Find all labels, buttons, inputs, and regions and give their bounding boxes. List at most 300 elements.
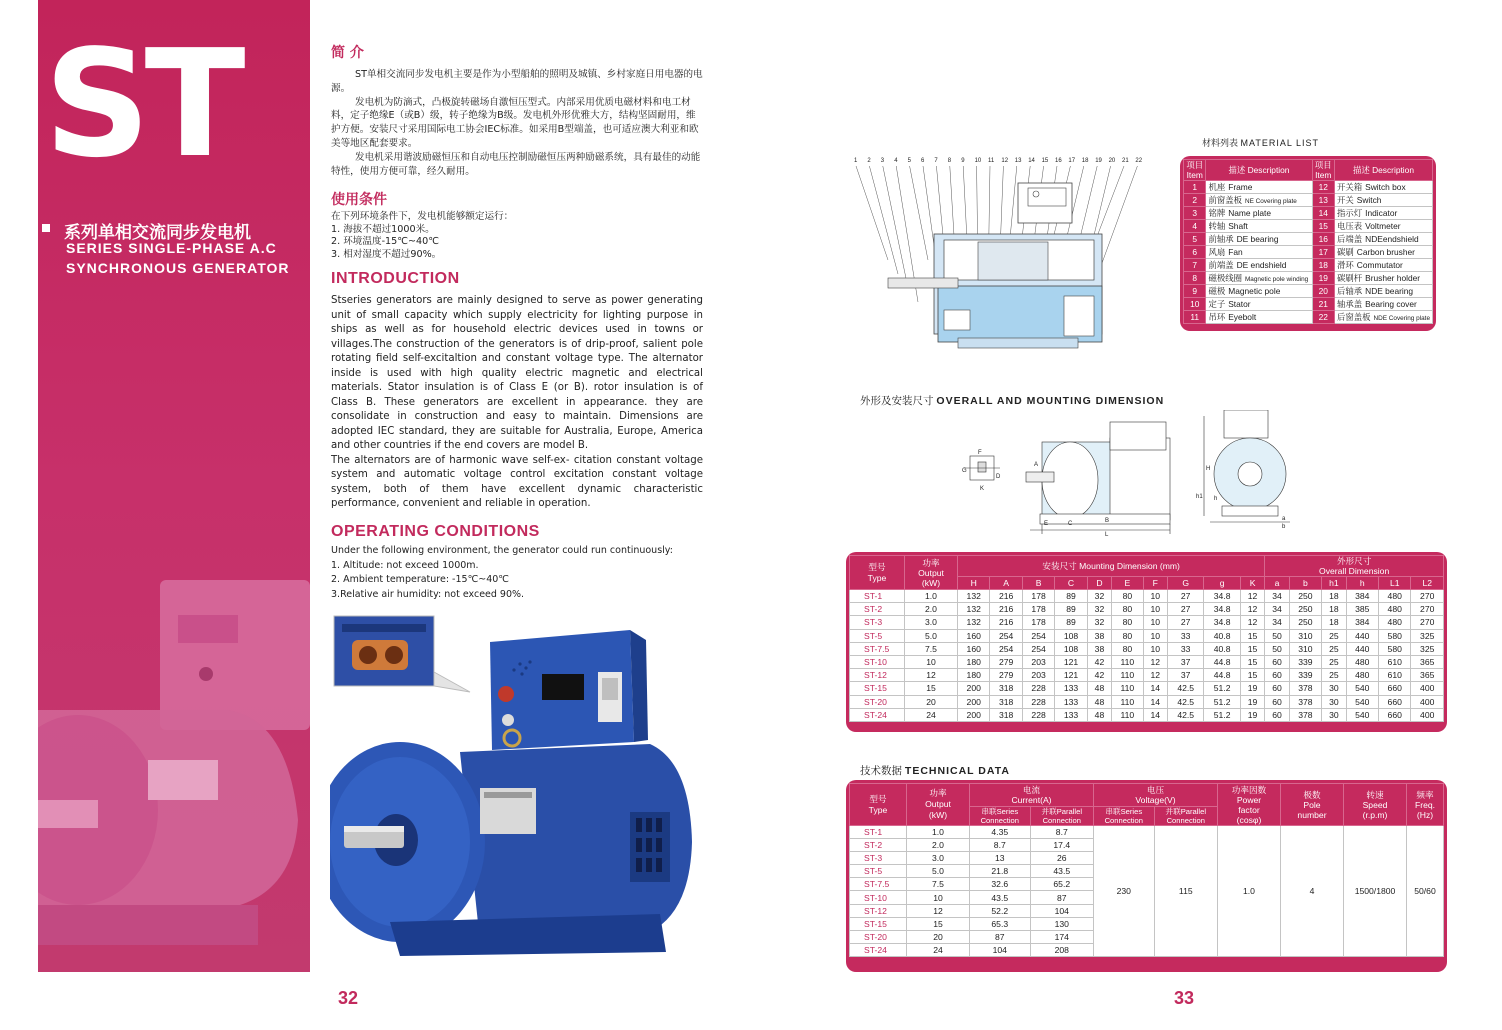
material-item-description: [1206, 285, 1312, 298]
material-list-title: [1202, 136, 1319, 149]
dim-label-h1: h1: [1196, 494, 1203, 500]
tech-cell-value: 17.4: [1030, 839, 1093, 852]
dim-cell-value: 254: [1022, 629, 1054, 642]
dim-cell-value: 19: [1240, 708, 1264, 721]
tech-head-speed: 转速 Speed (r.p.m): [1344, 784, 1407, 826]
dimension-title-cn: 外形及安装尺寸: [860, 395, 934, 407]
dim-cell-value: 660: [1379, 695, 1411, 708]
dim-cell-value: 33: [1167, 642, 1203, 655]
operating-conditions-heading: OPERATING CONDITIONS: [331, 523, 540, 540]
dimension-title: [860, 393, 1164, 408]
tech-head-series-voltage: 串联Series Connection: [1094, 807, 1155, 826]
dim-cell-value: 27: [1167, 603, 1203, 616]
dim-cell-value: 40.8: [1204, 642, 1240, 655]
technical-table: [849, 783, 1444, 957]
dim-cell-value: 60: [1265, 669, 1289, 682]
dim-cell-value: 18: [1322, 590, 1346, 603]
dim-cell-value: 3.0: [905, 616, 958, 629]
dim-cell-value: 480: [1346, 655, 1378, 668]
dim-cell-value: 178: [1022, 590, 1054, 603]
diagram-part-number: 18: [1081, 158, 1089, 164]
material-item-description: [1206, 272, 1312, 285]
material-name-cn: 磁极线圈: [1208, 273, 1242, 283]
dim-label-g: G: [962, 468, 967, 474]
dim-head-output: 功率 Output (kW): [905, 556, 958, 590]
dim-cell-value: 270: [1411, 616, 1444, 629]
diagram-part-number: 17: [1068, 158, 1076, 164]
dim-cell-value: 20: [905, 695, 958, 708]
material-item-number: 16: [1312, 233, 1335, 246]
dim-cell-value: 89: [1055, 603, 1087, 616]
dim-cell-value: 310: [1289, 629, 1321, 642]
material-row: [1184, 207, 1433, 220]
dim-cell-value: 25: [1322, 669, 1346, 682]
material-name-en: Switch: [1356, 195, 1382, 205]
tech-cell-type: ST-12: [850, 904, 907, 917]
dim-cell-value: 38: [1087, 642, 1111, 655]
dim-cell-value: 40.8: [1204, 629, 1240, 642]
material-item-description: [1206, 194, 1312, 207]
dim-cell-value: 15: [1240, 642, 1264, 655]
tech-cell-value: 52.2: [970, 904, 1031, 917]
introduction-heading: INTRODUCTION: [331, 270, 460, 287]
dim-cell-value: 60: [1265, 682, 1289, 695]
dim-cell-value: 132: [958, 590, 990, 603]
material-item-number: 15: [1312, 220, 1335, 233]
material-name-cn: 开关: [1337, 195, 1354, 205]
material-name-cn: 前轴承: [1208, 234, 1234, 244]
dim-cell-value: 216: [990, 590, 1022, 603]
dim-cell-value: 200: [958, 682, 990, 695]
diagram-part-number: 8: [947, 158, 952, 164]
tech-cell-type: ST-15: [850, 917, 907, 930]
conditions-cn-heading: 使用条件: [331, 192, 387, 208]
dim-cell-value: 216: [990, 616, 1022, 629]
band-generator-silhouette: [38, 570, 310, 970]
material-item-description: [1335, 233, 1433, 246]
right-page-number: 33: [1174, 988, 1195, 1008]
material-row: [1184, 298, 1433, 311]
dim-cell-type: ST-2: [850, 603, 905, 616]
dim-table-row: [850, 682, 1444, 695]
dim-col-header: h1: [1322, 577, 1346, 590]
operating-conditions-line: 2. Ambient temperature: -15℃~40℃: [331, 574, 509, 585]
dim-label-h: H: [1206, 466, 1211, 472]
material-name-cn: 磁极: [1208, 286, 1226, 296]
dim-cell-value: 30: [1322, 695, 1346, 708]
dim-cell-value: 14: [1143, 708, 1167, 721]
dim-cell-value: 12: [1143, 669, 1167, 682]
operating-conditions-line: 3.Relative air humidity: not exceed 90%.: [331, 588, 525, 600]
dim-cell-value: 133: [1055, 682, 1087, 695]
dim-col-header: H: [958, 577, 990, 590]
dim-cell-value: 5.0: [905, 629, 958, 642]
dim-cell-value: 10: [1143, 629, 1167, 642]
tech-cell-value: 10: [907, 891, 970, 904]
dim-col-header: h: [1346, 577, 1378, 590]
material-item-number: 2: [1184, 194, 1206, 207]
material-item-description: [1335, 272, 1433, 285]
material-name-cn: 碳刷杆: [1337, 273, 1363, 283]
material-name-cn: 指示灯: [1337, 208, 1363, 218]
dim-head-mounting: 安装尺寸 Mounting Dimension (mm): [958, 556, 1265, 577]
material-name-cn: 电压表: [1337, 221, 1363, 231]
technical-title-cn: 技术数据: [860, 765, 902, 777]
dim-col-header: B: [1022, 577, 1054, 590]
dim-cell-value: 132: [958, 616, 990, 629]
dim-cell-value: 318: [990, 682, 1022, 695]
dim-cell-value: 110: [1112, 669, 1143, 682]
technical-title-en: TECHNICAL DATA: [904, 765, 1010, 777]
tech-cell-value: 130: [1030, 917, 1093, 930]
material-name-cn: 后轴承: [1337, 286, 1363, 296]
dim-cell-value: 12: [1240, 590, 1264, 603]
dim-cell-value: 178: [1022, 603, 1054, 616]
bullet-square: [42, 224, 50, 232]
intro-cn-para-3: 发电机采用谐波励磁恒压和自动电压控制励磁恒压两种励磁系统，具有最佳的动能特性，使用方便可靠，经久耐用。: [331, 151, 701, 177]
dim-cell-value: 325: [1411, 629, 1444, 642]
material-item-number: 7: [1184, 259, 1206, 272]
material-item-description: [1206, 259, 1312, 272]
dim-cell-value: 32: [1087, 603, 1111, 616]
dim-cell-value: 50: [1265, 642, 1289, 655]
tech-cell-value: 26: [1030, 852, 1093, 865]
material-item-description: [1335, 246, 1433, 259]
dim-cell-value: 19: [1240, 682, 1264, 695]
tech-cell-type: ST-7.5: [850, 878, 907, 891]
diagram-part-number: 4: [894, 158, 898, 164]
dim-cell-value: 24: [905, 708, 958, 721]
dim-cell-value: 108: [1055, 642, 1087, 655]
dim-cell-value: 378: [1289, 695, 1321, 708]
dim-cell-value: 365: [1411, 669, 1444, 682]
tech-cell-value: 7.5: [907, 878, 970, 891]
material-name-cn: 碳刷: [1337, 247, 1354, 257]
dim-cell-value: 121: [1055, 669, 1087, 682]
diagram-part-number: 15: [1041, 158, 1049, 164]
dimension-drawings: [960, 410, 1310, 538]
dim-cell-value: 34: [1265, 603, 1289, 616]
dim-cell-value: 42: [1087, 655, 1111, 668]
tech-cell-type: ST-5: [850, 865, 907, 878]
material-name-en: NDE bearing: [1365, 286, 1414, 296]
material-item-number: 22: [1312, 311, 1335, 324]
material-item-description: [1335, 259, 1433, 272]
material-name-en: Bearing cover: [1365, 299, 1417, 309]
material-row: [1184, 246, 1433, 259]
material-name-en: Shaft: [1228, 221, 1248, 231]
dim-label-a-small: a: [1282, 516, 1286, 522]
dim-cell-value: 110: [1112, 708, 1143, 721]
material-name-en: Magnetic pole winding: [1244, 276, 1309, 283]
tech-cell-value: 12: [907, 904, 970, 917]
dim-cell-value: 38: [1087, 629, 1111, 642]
tech-cell-value: 3.0: [907, 852, 970, 865]
tech-cell-type: ST-20: [850, 930, 907, 943]
dim-col-header: L1: [1379, 577, 1411, 590]
dim-cell-value: 279: [990, 669, 1022, 682]
material-item-number: 3: [1184, 207, 1206, 220]
material-item-description: [1206, 233, 1312, 246]
material-name-cn: 吊环: [1208, 312, 1226, 322]
tech-head-series-current: 串联Series Connection: [970, 807, 1031, 826]
dim-cell-type: ST-3: [850, 616, 905, 629]
material-name-en: NE Covering plate: [1244, 198, 1297, 205]
dim-cell-value: 48: [1087, 695, 1111, 708]
material-item-description: [1335, 194, 1433, 207]
tech-head-power-factor: 功率因数 Power factor (cosφ): [1218, 784, 1281, 826]
dim-cell-value: 318: [990, 708, 1022, 721]
material-item-number: 10: [1184, 298, 1206, 311]
diagram-part-number: 11: [988, 158, 995, 164]
dim-cell-value: 254: [1022, 642, 1054, 655]
dim-table-row: [850, 642, 1444, 655]
diagram-part-number: 6: [921, 158, 925, 164]
tech-cell-value: 24: [907, 943, 970, 956]
material-row: [1184, 194, 1433, 207]
dim-col-header: b: [1289, 577, 1321, 590]
material-row: [1184, 311, 1433, 324]
material-item-description: [1206, 246, 1312, 259]
material-row: [1184, 272, 1433, 285]
tech-cell-value: 1.0: [907, 826, 970, 839]
dim-col-header: D: [1087, 577, 1111, 590]
material-item-description: [1335, 207, 1433, 220]
dim-cell-value: 440: [1346, 642, 1378, 655]
dim-cell-value: 12: [1143, 655, 1167, 668]
material-item-description: [1335, 285, 1433, 298]
dim-cell-value: 132: [958, 603, 990, 616]
dim-table-row: [850, 695, 1444, 708]
dim-cell-value: 32: [1087, 616, 1111, 629]
material-item-description: [1206, 220, 1312, 233]
dim-label-b: B: [1105, 518, 1110, 524]
dim-cell-value: 160: [958, 629, 990, 642]
dim-cell-value: 42.5: [1167, 682, 1203, 695]
material-row: [1184, 285, 1433, 298]
dim-cell-value: 51.2: [1204, 695, 1240, 708]
material-name-cn: 轴承盖: [1337, 299, 1363, 309]
dim-cell-value: 660: [1379, 708, 1411, 721]
intro-cn-heading: 简 介: [331, 45, 364, 61]
tech-cell-value: 8.7: [1030, 826, 1093, 839]
material-list-title-cn: 材料列表: [1202, 138, 1239, 148]
dim-cell-value: 34: [1265, 616, 1289, 629]
dim-cell-value: 250: [1289, 590, 1321, 603]
dim-col-header: E: [1112, 577, 1143, 590]
diagram-part-number: 16: [1055, 158, 1062, 164]
dim-cell-value: 60: [1265, 695, 1289, 708]
dim-cell-value: 660: [1379, 682, 1411, 695]
dim-cell-value: 480: [1346, 669, 1378, 682]
diagram-part-number: 10: [974, 158, 982, 164]
dim-head-type: 型号 Type: [850, 556, 905, 590]
dim-label-k: K: [980, 486, 985, 492]
diagram-part-number: 2: [867, 158, 871, 164]
diagram-part-number: 20: [1108, 158, 1116, 164]
dim-cell-value: 200: [958, 708, 990, 721]
material-item-number: 17: [1312, 246, 1335, 259]
dim-col-header: F: [1143, 577, 1167, 590]
dim-cell-value: 34.8: [1204, 590, 1240, 603]
dim-cell-value: 400: [1411, 695, 1444, 708]
dim-label-a: A: [1034, 462, 1039, 468]
dim-cell-value: 160: [958, 642, 990, 655]
diagram-leader-line: [910, 166, 928, 260]
material-item-number: 1: [1184, 181, 1206, 194]
tech-cell-value: 15: [907, 917, 970, 930]
material-name-en: Fan: [1228, 247, 1243, 257]
conditions-cn-line: 3. 相对湿度不超过90%。: [331, 248, 442, 260]
dim-label-h-small: h: [1214, 496, 1218, 502]
tech-cell-value: 8.7: [970, 839, 1031, 852]
tech-cell-value: 208: [1030, 943, 1093, 956]
dim-cell-value: 12: [1240, 603, 1264, 616]
dim-cell-value: 250: [1289, 603, 1321, 616]
dim-cell-type: ST-24: [850, 708, 905, 721]
material-name-cn: 转轴: [1208, 221, 1226, 231]
operating-conditions-list: [331, 544, 673, 602]
material-name-cn: 后窗盖板: [1337, 312, 1371, 322]
tech-head-current: 电流 Current(A): [970, 784, 1094, 807]
dim-cell-value: 203: [1022, 655, 1054, 668]
material-item-description: [1335, 181, 1433, 194]
dim-label-d: D: [996, 474, 1001, 480]
dim-cell-value: 32: [1087, 590, 1111, 603]
material-name-cn: 前窗盖板: [1208, 195, 1242, 205]
tech-cell-value: 65.2: [1030, 878, 1093, 891]
tech-cell-value: 43.5: [1030, 865, 1093, 878]
dim-cell-value: 50: [1265, 629, 1289, 642]
diagram-part-number: 19: [1095, 158, 1102, 164]
material-item-number: 13: [1312, 194, 1335, 207]
material-item-number: 9: [1184, 285, 1206, 298]
dim-cell-type: ST-12: [850, 669, 905, 682]
material-name-en: Name plate: [1228, 208, 1272, 218]
diagram-leader-line: [856, 166, 888, 260]
dim-cell-value: 51.2: [1204, 682, 1240, 695]
dim-col-header: G: [1167, 577, 1203, 590]
dim-cell-value: 48: [1087, 708, 1111, 721]
material-name-en: DE endshield: [1236, 260, 1287, 270]
dim-cell-value: 34: [1265, 590, 1289, 603]
dim-col-header: K: [1240, 577, 1264, 590]
material-name-cn: 后端盖: [1337, 234, 1363, 244]
dim-cell-value: 580: [1379, 642, 1411, 655]
material-name-cn: 定子: [1208, 299, 1226, 309]
material-item-description: [1206, 311, 1312, 324]
tech-head-poles: 极数 Pole number: [1281, 784, 1344, 826]
dim-cell-value: 440: [1346, 629, 1378, 642]
dim-cell-value: 7.5: [905, 642, 958, 655]
dim-cell-value: 228: [1022, 708, 1054, 721]
material-name-en: Switch box: [1365, 182, 1406, 192]
dim-cell-value: 480: [1379, 616, 1411, 629]
material-name-en: Eyebolt: [1228, 312, 1257, 322]
tech-cell-common-power-factor: 1.0: [1218, 826, 1281, 957]
dimension-title-en: OVERALL AND MOUNTING DIMENSION: [936, 395, 1165, 407]
dim-table-row: [850, 669, 1444, 682]
dim-cell-type: ST-10: [850, 655, 905, 668]
material-item-number: 6: [1184, 246, 1206, 259]
dim-cell-value: 25: [1322, 642, 1346, 655]
dim-cell-value: 270: [1411, 590, 1444, 603]
dim-cell-value: 480: [1379, 590, 1411, 603]
material-item-number: 18: [1312, 259, 1335, 272]
material-name-en: Stator: [1228, 299, 1251, 309]
dim-cell-value: 12: [905, 669, 958, 682]
dim-cell-value: 42: [1087, 669, 1111, 682]
dim-cell-value: 540: [1346, 682, 1378, 695]
dim-cell-value: 18: [1322, 603, 1346, 616]
material-item-number: 11: [1184, 311, 1206, 324]
dim-cell-value: 325: [1411, 642, 1444, 655]
material-list-table: [1183, 159, 1433, 324]
dim-table-row: [850, 655, 1444, 668]
dim-cell-value: 10: [1143, 590, 1167, 603]
dim-cell-value: 80: [1112, 629, 1143, 642]
material-item-number: 5: [1184, 233, 1206, 246]
tech-cell-value: 87: [1030, 891, 1093, 904]
dim-cell-value: 14: [1143, 695, 1167, 708]
left-page-number: 32: [338, 988, 359, 1008]
dim-cell-value: 10: [905, 655, 958, 668]
operating-conditions-line: 1. Altitude: not exceed 1000m.: [331, 559, 479, 571]
dim-cell-value: 34.8: [1204, 603, 1240, 616]
dim-cell-value: 310: [1289, 642, 1321, 655]
tech-cell-type: ST-10: [850, 891, 907, 904]
dim-cell-value: 250: [1289, 616, 1321, 629]
dim-cell-value: 384: [1346, 616, 1378, 629]
dim-col-header: a: [1265, 577, 1289, 590]
diagram-part-number: 21: [1122, 158, 1129, 164]
material-name-cn: 前端盖: [1208, 260, 1234, 270]
tech-cell-value: 2.0: [907, 839, 970, 852]
tech-cell-value: 13: [970, 852, 1031, 865]
dim-cell-value: 25: [1322, 629, 1346, 642]
intro-cn-para-1: ST单相交流同步发电机主要是作为小型船舶的照明及城镇、乡村家庭日用电器的电源。: [331, 69, 703, 94]
dim-cell-value: 33: [1167, 629, 1203, 642]
assembly-diagram: [848, 150, 1168, 360]
dim-cell-value: 15: [1240, 629, 1264, 642]
diagram-part-number: 9: [961, 158, 965, 164]
dim-cell-value: 27: [1167, 616, 1203, 629]
dim-cell-value: 254: [990, 642, 1022, 655]
tech-cell-value: 174: [1030, 930, 1093, 943]
material-name-en: Carbon brusher: [1356, 247, 1415, 257]
material-item-description: [1335, 298, 1433, 311]
dim-cell-value: 254: [990, 629, 1022, 642]
dim-cell-value: 14: [1143, 682, 1167, 695]
material-name-cn: 铭牌: [1208, 208, 1226, 218]
material-head-item: 项目 Item: [1184, 160, 1206, 181]
material-name-en: Indicator: [1365, 208, 1398, 218]
dim-cell-value: 37: [1167, 655, 1203, 668]
technical-panel: [846, 780, 1447, 972]
material-item-description: [1335, 311, 1433, 324]
dim-cell-value: 540: [1346, 695, 1378, 708]
dim-cell-value: 228: [1022, 695, 1054, 708]
material-name-en: NDE Covering plate: [1373, 315, 1430, 322]
operating-conditions-line: Under the following environment, the generator could run continuously:: [331, 545, 673, 556]
introduction-text: [331, 294, 703, 512]
dim-cell-value: 15: [1240, 669, 1264, 682]
tech-cell-value: 104: [970, 943, 1031, 956]
dim-cell-value: 44.8: [1204, 669, 1240, 682]
dim-table-row: [850, 629, 1444, 642]
tech-head-frequency: 频率 Freq. (Hz): [1407, 784, 1444, 826]
tech-head-parallel-voltage: 并联Parallel Connection: [1154, 807, 1217, 826]
